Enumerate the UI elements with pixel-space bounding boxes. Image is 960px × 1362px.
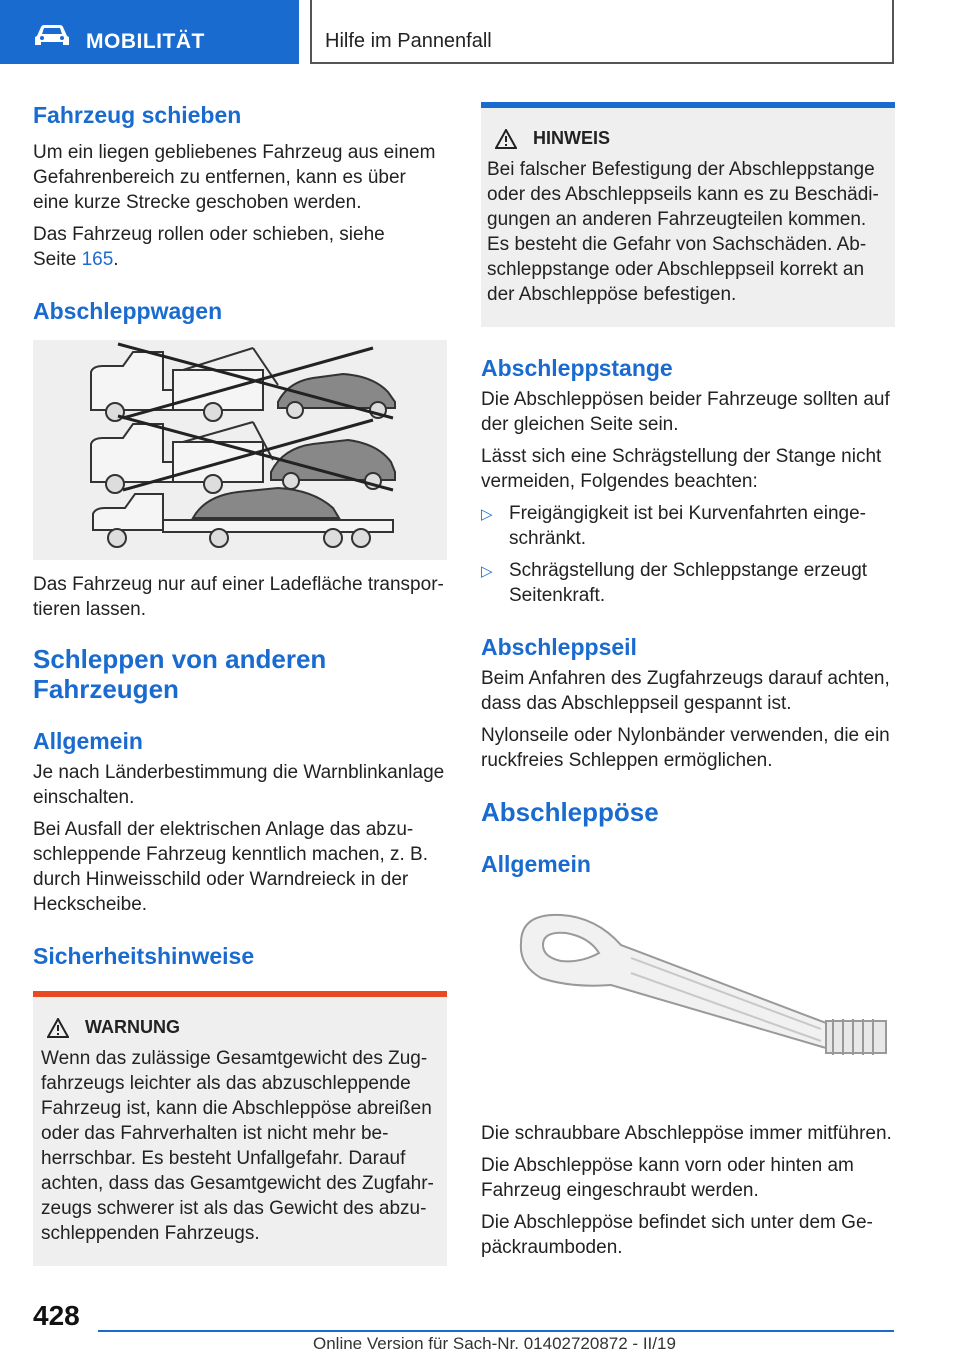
tow-eye-paragraph-1: Die schraubbare Abschleppöse immer mitführen. xyxy=(481,1123,892,1144)
notice-title: HINWEIS xyxy=(533,128,611,148)
list-item xyxy=(481,501,895,551)
tow-eye-drawing xyxy=(481,903,895,1113)
tow-bar-bullet-list xyxy=(481,501,895,608)
right-column xyxy=(481,102,895,1260)
general-paragraph-2: Bei Ausfall der elektrischen Anlage das abzu-schleppende Fahrzeug kenntlich machen, z. B. durch Hinweisschild oder Warndreieck in der Heckscheibe. xyxy=(33,819,429,915)
warning-text: Wenn das zulässige Gesamtgewicht des Zug-fahrzeugs leichter als das abzuschleppende Fahrzeug ist, kann die Abschleppöse abreißen oder das Fahrverhalten ist nicht mehr be-herrschbar. Es besteht Unfallgefahr. Darauf achten, dass das Gesamtgewicht des Zugfahr-zeugs schwerer ist als das Gewicht des abzu-schleppenden Fahrzeugs. xyxy=(41,1048,434,1244)
section-tab xyxy=(0,0,299,64)
footer-online-version: Online Version für Sach-Nr. 01402720872 - II/19 xyxy=(313,1334,676,1353)
tow-bar-paragraph-2: Lässt sich eine Schrägstellung der Stange nicht vermeiden, Folgendes beachten: xyxy=(481,446,882,492)
push-paragraph-2 xyxy=(33,222,447,272)
heading-tow-rope: Abschleppseil xyxy=(481,634,637,660)
heading-towing-others xyxy=(33,644,447,704)
tow-eye-paragraph-3: Die Abschleppöse befindet sich unter dem Ge-päckraumboden. xyxy=(481,1212,873,1258)
push-paragraph-2-text-b: Seite xyxy=(33,249,82,270)
tow-truck-caption: Das Fahrzeug nur auf einer Ladefläche transpor-tieren lassen. xyxy=(33,574,444,620)
push-paragraph-2-text: Das Fahrzeug rollen oder schieben, siehe xyxy=(33,224,385,245)
footer-divider xyxy=(98,1330,894,1332)
car-icon xyxy=(34,24,70,46)
general-paragraph-1: Je nach Länderbestimmung die Warnblinkanlage einschalten. xyxy=(33,762,445,808)
page-number: 428 xyxy=(33,1300,80,1331)
heading-tow-truck: Abschleppwagen xyxy=(33,298,223,324)
page-link[interactable]: 165 xyxy=(81,249,114,270)
tow-truck-illustration xyxy=(33,340,447,560)
warning-triangle-icon xyxy=(47,1018,69,1038)
tow-truck-drawing xyxy=(33,340,447,560)
warning-header xyxy=(47,1017,439,1038)
tow-eye-paragraph-2: Die Abschleppöse kann vorn oder hinten am Fahrzeug eingeschraubt werden. xyxy=(481,1155,854,1201)
warning-title: WARNUNG xyxy=(85,1017,180,1037)
heading-tow-bar: Abschleppstange xyxy=(481,355,673,381)
heading-general: Allgemein xyxy=(33,728,143,754)
bullet-text: Freigängigkeit ist bei Kurvenfahrten einge-schränkt. xyxy=(509,503,866,549)
heading-safety: Sicherheitshinweise xyxy=(33,943,255,969)
heading-tow-eye: Abschleppöse xyxy=(481,797,659,827)
push-paragraph-1: Um ein liegen gebliebenes Fahrzeug aus einem Gefahrenbereich zu entfernen, kann es über eine kurze Strecke geschoben werden. xyxy=(33,142,436,213)
bullet-text: Schrägstellung der Schleppstange erzeugt Seitenkraft. xyxy=(509,560,868,606)
notice-triangle-icon xyxy=(495,129,517,149)
chapter-title: Hilfe im Pannenfall xyxy=(325,30,492,52)
heading-push-vehicle: Fahrzeug schieben xyxy=(33,102,242,128)
warning-box xyxy=(33,991,447,1266)
tow-bar-paragraph-1: Die Abschleppösen beider Fahrzeuge sollten auf der gleichen Seite sein. xyxy=(481,389,890,435)
heading-towing-others-l1: Schleppen von anderen xyxy=(33,644,327,674)
heading-towing-others-l2: Fahrzeugen xyxy=(33,674,179,704)
list-item xyxy=(481,558,895,608)
left-column xyxy=(33,100,447,1266)
heading-tow-eye-general: Allgemein xyxy=(481,851,591,877)
notice-box xyxy=(481,102,895,327)
notice-text: Bei falscher Befestigung der Abschleppstange oder des Abschleppseils kann es zu Beschädi-gungen an anderen Fahrzeugteilen kommen. Es besteht die Gefahr von Sachschäden. Ab-schleppstange oder Abschleppseil korrekt an der Abschleppöse befestigen. xyxy=(487,159,879,305)
tow-rope-paragraph-2: Nylonseile oder Nylonbänder verwenden, die ein ruckfreies Schleppen ermöglichen. xyxy=(481,725,890,771)
push-paragraph-2-end: . xyxy=(113,249,119,270)
notice-header xyxy=(495,128,887,149)
bullet-triangle-icon: ▷ xyxy=(481,506,493,523)
section-label: MOBILITÄT xyxy=(86,30,205,53)
bullet-triangle-icon: ▷ xyxy=(481,563,493,580)
tow-eye-illustration xyxy=(481,903,895,1113)
tow-rope-paragraph-1: Beim Anfahren des Zugfahrzeugs darauf achten, dass das Abschleppseil gespannt ist. xyxy=(481,668,890,714)
